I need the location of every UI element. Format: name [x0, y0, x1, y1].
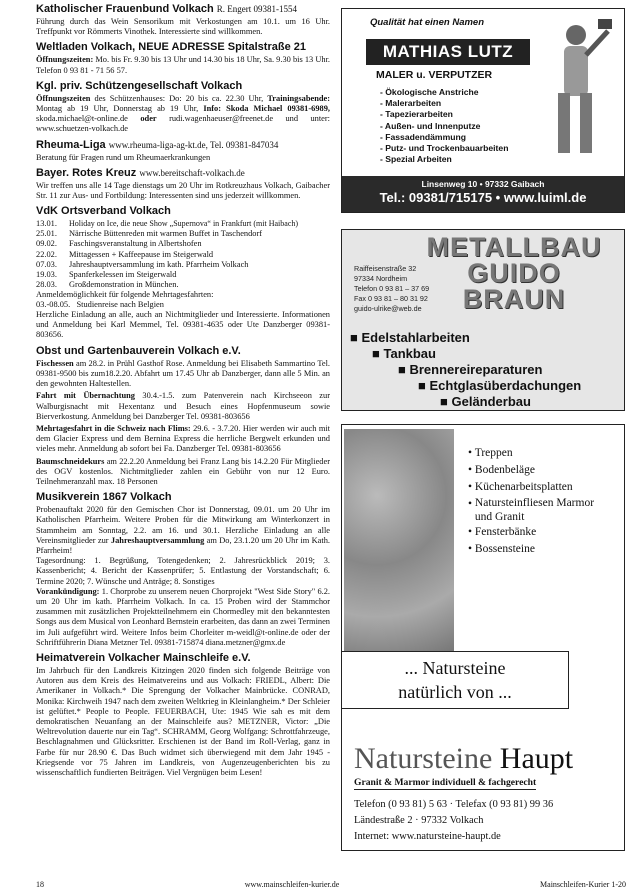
- section-title: Obst und Gartenbauverein Volkach e.V.: [36, 344, 241, 357]
- bullet-square-icon: ■: [350, 330, 358, 345]
- service-item: ■ Brennereireparaturen: [398, 362, 543, 377]
- ad-services: [342, 330, 581, 410]
- section-text: Baumschneidekurs am 22.2.20 Anmeldung bei Franz Lang bis 14.2.20 Für Mitglieder des OGV kostenlos. Nichtmitglieder zahlen ein Gebühr von nur 12 Euro. Teilnehmeranzahl max. 18 Personen: [36, 456, 330, 486]
- section-vdk: [36, 205, 330, 340]
- ad-natursteine-haupt: [341, 424, 625, 851]
- ad-contact: Raiffeisenstraße 32 97334 Nordheim Telefon 0 93 81 – 37 69 Fax 0 93 81 – 80 31 92 guido-ulrike@web.de: [354, 264, 430, 313]
- section-schuetzen: [36, 80, 330, 135]
- section-frauenbund: [36, 3, 330, 37]
- ad-phone: Tel.: 09381/715175 • www.luiml.de: [379, 190, 587, 205]
- section-text: Tagesordnung: 1. Begrüßung, Totengedenken; 2. Jahresrückblick 2019; 3. Kassenbericht; 4. Bericht der Kassenprüfer; 5. Entlastung der Vorstandschaft; 6. Termine 2020; 7. Wünsche und Anträge; 8. Sonstiges: [36, 556, 330, 586]
- footer-website: www.mainschleifen-kurier.de: [244, 880, 340, 889]
- section-text: Beratung für Fragen rund um Rheumaerkrankungen: [36, 152, 211, 162]
- list-item: 25.01. Närrische Büttenreden mit warmen Buffet in Taschendorf: [36, 229, 263, 239]
- section-heimatverein: [36, 652, 330, 778]
- painter-illustration: [536, 13, 616, 163]
- service-item: - Putz- und Trockenbauarbeiten: [380, 143, 509, 154]
- section-title: Rheuma-Liga www.rheuma-liga-ag-kt.de, Tel. 09381-847034: [36, 138, 279, 151]
- ad-brand-logo: METALLBAU GUIDO BRAUN: [426, 232, 602, 314]
- service-item: - Spezial Arbeiten: [380, 154, 452, 165]
- product-item: • Bossensteine: [468, 543, 535, 555]
- section-text: Öffnungszeiten des Schützenhauses: Do: 20 bis ca. 22.30 Uhr, Trainingsabende: Montag ab 19 Uhr, Donnerstag ab 19 Uhr, Info: Skoda Michael 09381-6989, skoda.michael@t-online.de oder rudi.wagenhaeuser@freenet.de und unter: www.schuetzen-volkach.de: [36, 93, 331, 134]
- section-contact: www.rheuma-liga-ag-kt.de, Tel. 09381-847034: [108, 139, 279, 150]
- section-text: Fischessen am 28.2. in Prühl Gasthof Rose. Anmeldung bei Elisabeth Sammartino Tel. 09381-9500 bis zum18.2.20. Abfahrt um 17.45 Uhr ab Danzberger, dann alle 5 Min. an den gewohnten Haltestellen.: [36, 358, 331, 389]
- section-title: Weltladen Volkach, NEUE ADRESSE Spitalstraße 21: [36, 41, 306, 54]
- ad-brand: Natursteine Haupt: [354, 742, 574, 775]
- page-number: 18: [36, 880, 44, 889]
- ad-slogan: Qualität hat einen Namen: [369, 17, 485, 28]
- section-weltladen: [36, 41, 330, 75]
- ad-tagline: Granit & Marmor individuell & fachgerecht: [354, 777, 537, 788]
- section-title: Katholischer Frauenbund Volkach R. Engert 09381-1554: [36, 3, 297, 15]
- section-ogv: [36, 345, 330, 487]
- service-item: ■ Geländerbau: [440, 394, 531, 409]
- list-item: 28.03. Großdemonstration in München.: [36, 279, 179, 289]
- left-column: [36, 3, 330, 782]
- section-text: Probenauftakt 2020 für den Gemischen Chor ist Donnerstag, 09.01. um 20 Uhr im Katholischen Pfarrheim. Weitere Proben für die Mitwirkung am Winterkonzert in Stammheim am Sonntag, 2.2. am 16. und 30.1. Herzliche Einladung an alle Vereinsmitglieder zur Jahreshauptversammlung am Do, 23.1.20 um 20 Uhr im Kath. Pfarrheim!: [36, 505, 331, 555]
- ad-slogan-box: ... Natursteine natürlich von ...: [341, 651, 569, 709]
- ad-mathias-lutz: [341, 8, 625, 213]
- ad-products: [468, 445, 605, 558]
- product-item: • Natursteinfliesen Marmor und Granit: [468, 497, 595, 523]
- section-brk: [36, 167, 330, 201]
- ad-address-bar: [342, 176, 624, 212]
- section-text: Herzliche Einladung an alle, auch an Nichtmitglieder und Interessierte. Informationen und Anmeldung bei Karl Memmel, Tel. 09381-4635 oder Ute Danzberger 09381-803656.: [36, 310, 330, 340]
- product-item: • Treppen: [468, 447, 513, 459]
- list-item: 22.02. Mittagessen + Kaffeepause im Steigerwald: [36, 249, 214, 259]
- section-text: Vorankündigung: 1. Chorprobe zu unserem neuen Chorprojekt "West Side Story" 6.2. um 20 Uhr im kath. Pfarrheim Volkach. In ca. 15 Proben wird der Stammchor zusammen mit zusätzlichen Projektteilnehmern ein Chormedley mit den bekanntesten Songs aus dem Musical von Leonhard Bernstein erarbeiten, das dann an zwei Terminen im Juli aufgeführt wird. Weitere Infos beim Chorleiter m-weidl@t-online.de oder der Schriftführerin Diana Metzner Tel. 09381-715874 diana.metzner@gmx.de: [36, 586, 331, 647]
- ad-company-name: MATHIAS LUTZ: [366, 39, 530, 65]
- ad-services: [380, 87, 508, 165]
- product-item: • Küchenarbeitsplatten: [468, 481, 573, 493]
- section-text: Führung durch das Wein Sensorikum mit Verkostungen am 10.1. um 16 Uhr. Treffpunkt vor Römmerts Vinothek. Interessierte sind willkommen.: [36, 17, 330, 37]
- section-title: Musikverein 1867 Volkach: [36, 491, 172, 504]
- section-musikverein: [36, 491, 330, 648]
- service-item: ■ Echtglasüberdachungen: [418, 378, 582, 393]
- list-item: 19.03. Spanferkelessen im Steigerwald: [36, 269, 177, 279]
- section-text: Mehrtagesfahrt in die Schweiz nach Flims: 29.6. - 3.7.20. Hier werden wir auch mit dem Glacier Express und dem Bernina Express die herrliche Bergwelt erkunden und vieles mehr. Anmeldung ab sofort bei Fa. Danzberger Tel. 09381-803656: [36, 423, 330, 454]
- event-list: [36, 219, 330, 290]
- ad-trade: MALER u. VERPUTZER: [376, 69, 493, 81]
- stone-texture-image: [344, 429, 454, 651]
- section-rheuma: [36, 139, 330, 163]
- ad-address: Linsenweg 10 • 97332 Gaibach: [421, 179, 545, 189]
- section-title: Kgl. priv. Schützengesellschaft Volkach: [36, 79, 243, 92]
- footer-issue: Mainschleifen-Kurier 1-20: [540, 880, 626, 889]
- page-footer: [36, 880, 626, 889]
- section-contact: R. Engert 09381-1554: [216, 4, 297, 14]
- section-text: Fahrt mit Übernachtung 30.4.-1.5. zum Patenverein nach Kirchseeon zur Walburgisnacht mit Hexentanz und Besuch eines Hopfenmuseum sowie Bierverkostung. Anmeldung bei Danzberger Tel. 09381-803656: [36, 391, 330, 421]
- ad-contact: Telefon (0 93 81) 5 63 · Telefax (0 93 81) 99 36 Ländestraße 2 · 97332 Volkach Internet: www.natursteine-haupt.de: [354, 799, 554, 842]
- section-note: 03.-08.05. Studienreise nach Belgien: [36, 299, 164, 309]
- product-item: • Fensterbänke: [468, 526, 537, 538]
- section-title: Bayer. Rotes Kreuz www.bereitschaft-volkach.de: [36, 166, 245, 179]
- section-title: VdK Ortsverband Volkach: [36, 205, 171, 218]
- section-contact: www.bereitschaft-volkach.de: [139, 167, 245, 178]
- service-item: - Ökologische Anstriche: [380, 87, 479, 97]
- bullet-square-icon: ■: [372, 346, 380, 361]
- list-item: 13.01. Holiday on Ice, die neue Show „Supernova“ in Frankfurt (mit Haibach): [36, 219, 299, 229]
- bullet-square-icon: ■: [440, 394, 448, 409]
- service-item: - Fassadendämmung: [380, 131, 466, 142]
- product-item: • Bodenbeläge: [468, 464, 535, 476]
- list-item: 09.02. Faschingsveranstaltung in Albertshofen: [36, 239, 202, 249]
- list-item: 07.03. Jahreshauptversammlung im kath. Pfarrheim Volkach: [36, 259, 249, 269]
- section-text: Öffnungszeiten: Mo. bis Fr. 9.30 bis 13 Uhr und 14.30 bis 18 Uhr, Sa. 9.30 bis 13 Uhr. Telefon 0 93 81 - 71 56 57.: [36, 55, 330, 75]
- service-item: - Tapezierarbeiten: [380, 109, 453, 120]
- bullet-square-icon: ■: [418, 378, 426, 393]
- ad-metallbau-braun: [341, 229, 625, 411]
- service-item: ■ Edelstahlarbeiten: [350, 330, 470, 345]
- service-item: ■ Tankbau: [372, 346, 436, 361]
- section-text: Wir treffen uns alle 14 Tage dienstags um 20 Uhr im Rotkreuzhaus Volkach, Gaibacher Str. 11 zur Aus- und Fortbildung: Interessenten sind uns jederzeit willkommen.: [36, 180, 330, 201]
- bullet-square-icon: ■: [398, 362, 406, 377]
- service-item: - Außen- und Innenputze: [380, 120, 481, 131]
- section-note: Anmeldemöglichkeit für folgende Mehrtagesfahrten:: [36, 289, 214, 299]
- section-title: Heimatverein Volkacher Mainschleife e.V.: [36, 651, 251, 664]
- section-text: Im Jahrbuch für den Landkreis Kitzingen 2020 finden sich folgende Beiträge von Autoren aus dem Kreis des Heimatvereins und aus Volkach: FRIEDL, Albert: Die Amerikaner in Volkach.* Die Sprengung der Volkacher Mainbrücke. CONRAD, Monika: Kirchweih 1947 nach dem zweiten Weltkrieg in Kleinlangheim.* Der Schleier ist gelüftet.* People to People. FEUERBACH, Ute: 1945 Wie sah es mit dem demokratischen Neuanfang an der Mainschleife aus? METZNER, Victor: „Die Weltrevolution dauerte nur ein Tag“. SCHRAMM, Georg Wolfgang: Schrottfahrzeuge, Beschlagnahmen und Glücksritter. Erschienen ist der Band im Roll-Verlag, ganz in Farbe für nur 28.90 €. Das Buch widmet sich überwiegend mit dem Jahr 1945 - Kriegsende vor 75 Jahren im Landkreis, von Augenzeugenberichten bis zu wissenschaftlich fundierten Beiträgen. Viel Vergnügen beim Lesen!: [36, 665, 330, 777]
- service-item: - Malerarbeiten: [380, 98, 442, 109]
